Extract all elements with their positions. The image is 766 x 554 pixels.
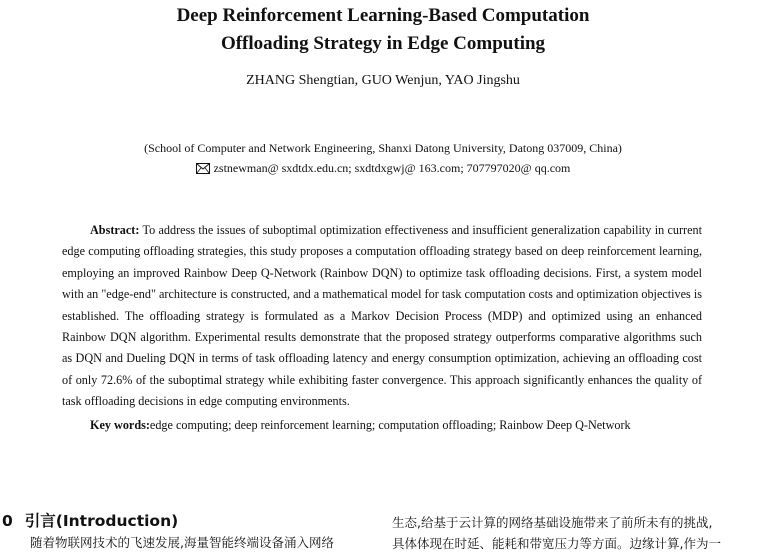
body-text-line: 生态,给基于云计算的网络基础设施带来了前所未有的挑战,: [392, 515, 713, 530]
abstract-label: Abstract:: [90, 223, 140, 237]
author-list: ZHANG Shengtian, GUO Wenjun, YAO Jingshu: [246, 73, 520, 88]
envelope-icon: [196, 160, 210, 180]
section-title: 引言(Introduction): [24, 512, 179, 530]
body-text-line: 随着物联网技术的飞速发展,海量智能终端设备涌入网络: [30, 535, 334, 550]
affiliation: (School of Computer and Network Engineering, Shanxi Datong University, Datong 037009, China): [144, 141, 622, 155]
body-text-line: 具体体现在时延、能耗和带宽压力等方面。边缘计算,作为一: [392, 536, 721, 551]
email-line: [0, 158, 766, 180]
abstract-block: [62, 220, 702, 436]
title-line-1: Deep Reinforcement Learning-Based Computation: [176, 5, 590, 26]
email-addresses: zstnewman@ sxdtdx.edu.cn; sxdtdxgwj@ 163.com; 707797020@ qq.com: [213, 161, 571, 175]
abstract-paragraph: [62, 220, 702, 413]
title-line-2: Offloading Strategy in Edge Computing: [220, 33, 546, 54]
body-column-right: [392, 512, 764, 554]
keywords-paragraph: [62, 415, 702, 436]
keywords-label: Key words:: [90, 417, 150, 432]
section-heading: [2, 509, 178, 533]
section-number: 0: [2, 512, 13, 530]
body-column-left: [30, 533, 375, 553]
paper-title: [0, 2, 766, 58]
abstract-text: To address the issues of suboptimal optimization effectiveness and insufficient generalization capability in current edge computing offloading strategies, this study proposes a computation offloading strategy based on deep reinforcement learning, employing an improved Rainbow Deep Q-Network (Rainbow DQN) to optimize task offloading decisions. First, a system model with an "edge-end" architecture is constructed, and a mathematical model for task computation costs and optimization objectives is established. The offloading strategy is formulated as a Markov Decision Process (MDP) and optimized using an enhanced Rainbow DQN algorithm. Experimental results demonstrate that the proposed strategy outperforms comparative algorithms such as DQN and Dueling DQN in terms of task offloading latency and energy consumption optimization, achieving an offloading cost of only 72.6% of the suboptimal strategy while exhibiting faster convergence. This approach significantly enhances the quality of task offloading decisions in edge computing environments.: [62, 223, 702, 409]
affiliation-block: [0, 138, 766, 180]
keywords-text: edge computing; deep reinforcement learning; computation offloading; Rainbow Deep Q-Network: [149, 417, 631, 432]
